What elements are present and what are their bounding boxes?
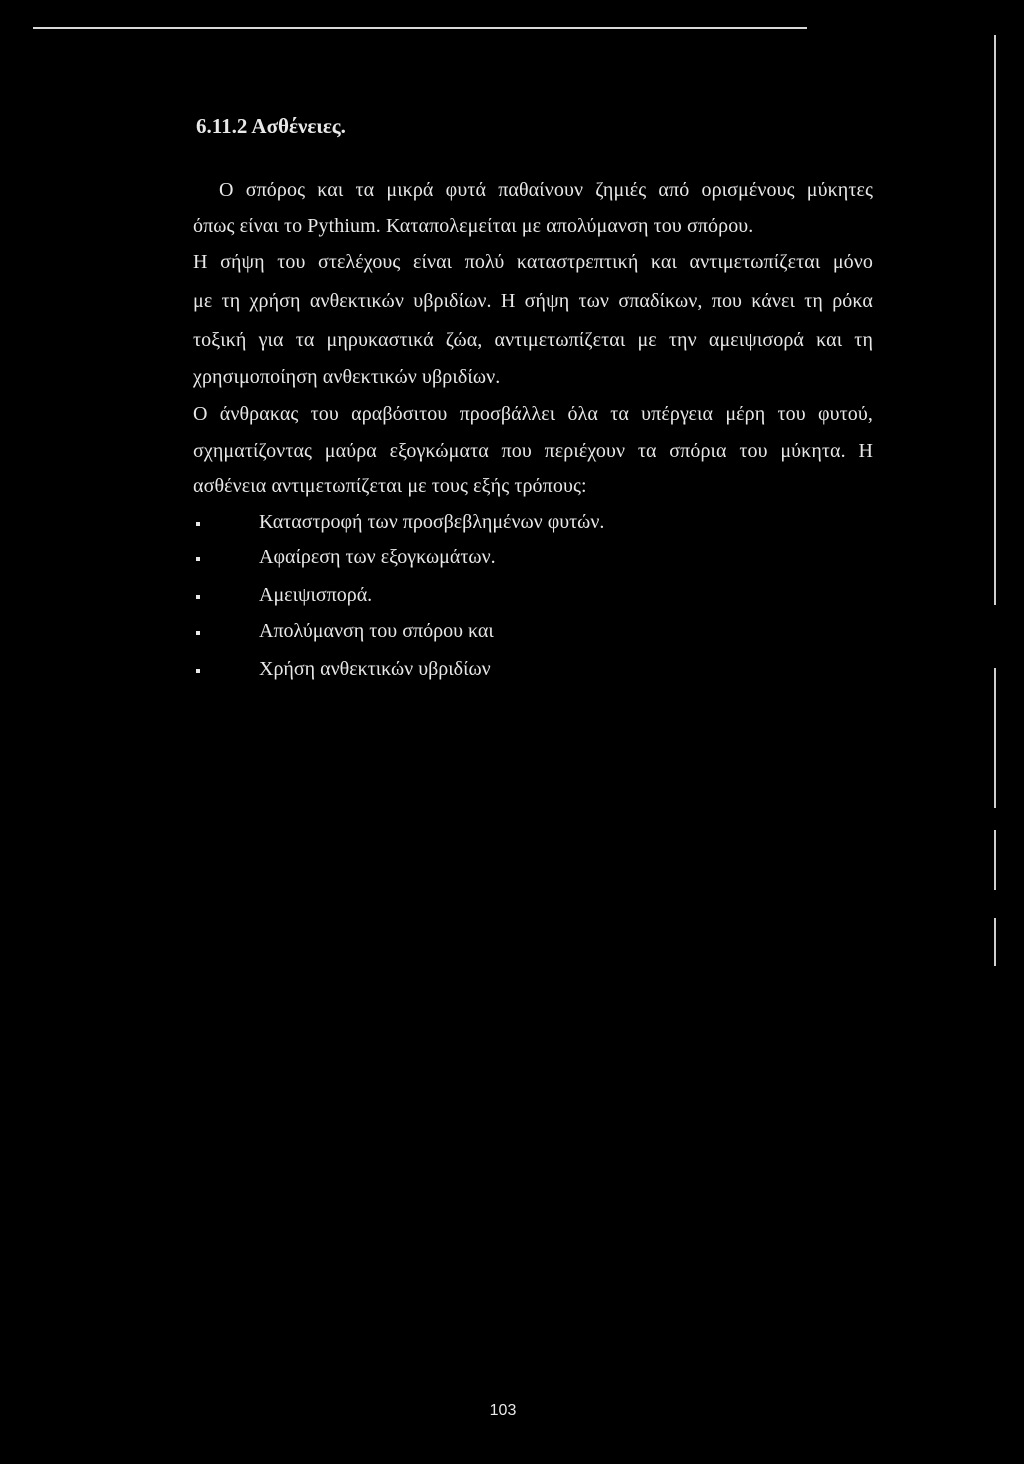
text-line: Η σήψη του στελέχους είναι πολύ καταστρεπτική και αντιμετωπίζεται μόνο: [193, 251, 873, 273]
bullet-icon: [196, 631, 200, 635]
bullet-icon: [196, 557, 200, 561]
bullet-icon: [196, 595, 200, 599]
side-rule: [994, 35, 996, 605]
top-rule: [33, 27, 807, 29]
bullet-icon: [196, 522, 200, 526]
list-item-text: Αφαίρεση των εξογκωμάτων.: [259, 546, 496, 568]
side-rule: [994, 918, 996, 966]
list-item-text: Απολύμανση του σπόρου και: [259, 620, 494, 642]
text-line: Ο σπόρος και τα μικρά φυτά παθαίνουν ζημιές από ορισμένους μύκητες: [219, 179, 873, 201]
text-line: με τη χρήση ανθεκτικών υβριδίων. Η σήψη των σπαδίκων, που κάνει τη ρόκα: [193, 290, 873, 312]
page-number: 103: [489, 1402, 517, 1419]
text-line: ασθένεια αντιμετωπίζεται με τους εξής τρόπους:: [193, 475, 587, 497]
list-item-text: Αμειψισπορά.: [259, 584, 373, 606]
text-line: όπως είναι το Pythium. Καταπολεμείται με απολύμανση του σπόρου.: [193, 215, 754, 237]
list-item-text: Καταστροφή των προσβεβλημένων φυτών.: [259, 511, 605, 533]
list-item-text: Χρήση ανθεκτικών υβριδίων: [259, 658, 491, 680]
side-rule: [994, 668, 996, 808]
section-title: 6.11.2 Ασθένειες.: [196, 114, 346, 138]
bullet-icon: [196, 669, 200, 673]
text-line: χρησιμοποίηση ανθεκτικών υβριδίων.: [193, 366, 501, 388]
text-line: Ο άνθρακας του αραβόσιτου προσβάλλει όλα τα υπέργεια μέρη του φυτού,: [193, 403, 873, 425]
text-line: σχηματίζοντας μαύρα εξογκώματα που περιέχουν τα σπόρια του μύκητα. Η: [193, 440, 873, 462]
text-line: τοξική για τα μηρυκαστικά ζώα, αντιμετωπίζεται με την αμειψισορά και τη: [193, 329, 873, 351]
side-rule: [994, 830, 996, 890]
